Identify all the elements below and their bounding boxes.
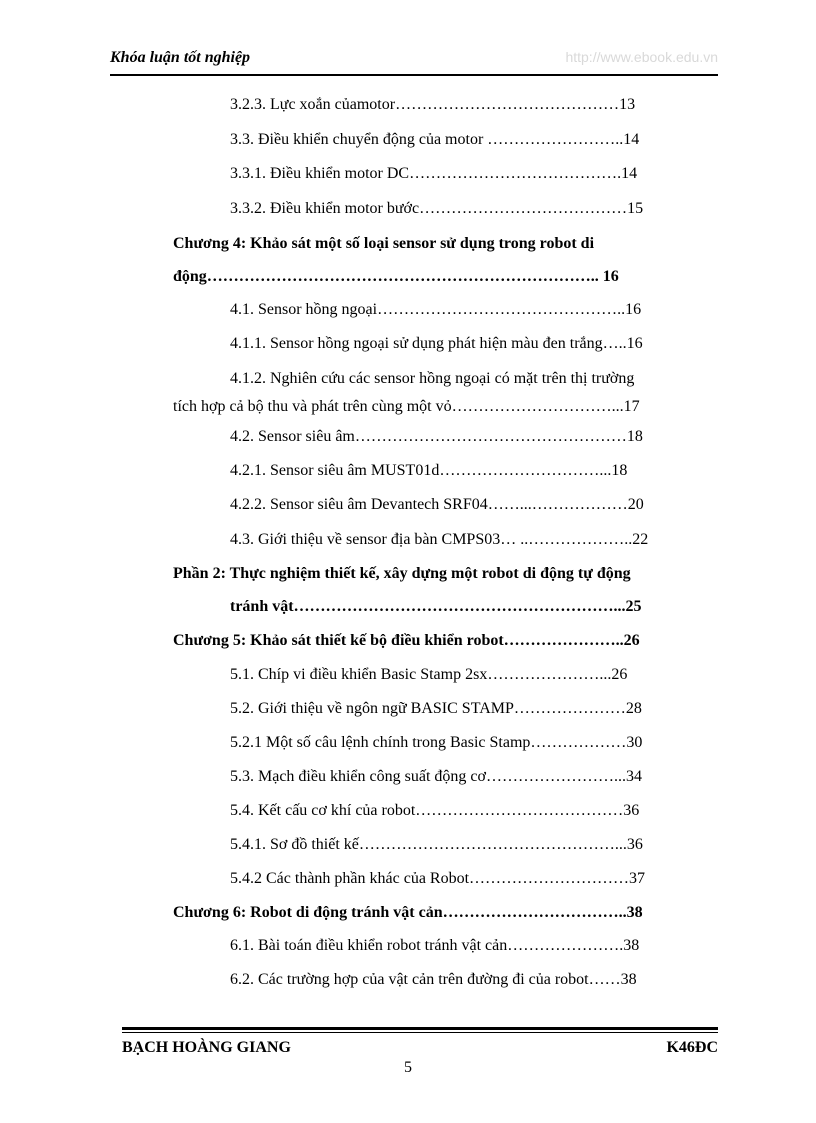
toc-entry-4-1-1: 4.1.1. Sensor hồng ngoại sử dụng phát hiện màu đen trắng…..16 <box>230 335 643 352</box>
toc-entry-4-2: 4.2. Sensor siêu âm……………………………………………18 <box>230 428 643 445</box>
toc-entry-4-1-2-cont: tích hợp cả bộ thu và phát trên cùng một vỏ…………………………...17 <box>173 398 640 415</box>
toc-entry-3-2-3: 3.2.3. Lực xoắn củamotor……………………………………13 <box>230 96 636 113</box>
toc-entry-part-2: Phần 2: Thực nghiệm thiết kế, xây dựng một robot di động tự động <box>173 565 631 582</box>
toc-entry-5-4: 5.4. Kết cấu cơ khí của robot…………………………………36 <box>230 802 640 819</box>
footer-rule-thick <box>122 1027 718 1030</box>
toc-entry-chapter-5: Chương 5: Khảo sát thiết kế bộ điều khiển robot…………………..26 <box>173 632 640 649</box>
toc-entry-5-2-1: 5.2.1 Một số câu lệnh chính trong Basic Stamp………………30 <box>230 734 643 751</box>
toc-entry-chapter-4: Chương 4: Khảo sát một số loại sensor sử dụng trong robot di <box>173 235 595 252</box>
footer-author: BẠCH HOÀNG GIANG <box>122 1039 291 1056</box>
toc-entry-3-3: 3.3. Điều khiển chuyển động của motor ……………………..14 <box>230 131 640 148</box>
toc-entry-4-1: 4.1. Sensor hồng ngoại………………………………………..16 <box>230 301 642 318</box>
header-title: Khóa luận tốt nghiệp <box>110 49 251 66</box>
toc-entry-5-2: 5.2. Giới thiệu về ngôn ngữ BASIC STAMP…………………28 <box>230 700 642 717</box>
toc-entry-3-3-1: 3.3.1. Điều khiển motor DC………………………………….14 <box>230 165 638 182</box>
toc-entry-4-1-2: 4.1.2. Nghiên cứu các sensor hồng ngoại có mặt trên thị trường <box>230 370 635 387</box>
toc-entry-4-2-2: 4.2.2. Sensor siêu âm Devantech SRF04……...………………20 <box>230 496 644 513</box>
toc-entry-3-3-2: 3.3.2. Điều khiển motor bước…………………………………15 <box>230 200 644 217</box>
footer-rule-thin <box>122 1032 718 1033</box>
toc-entry-chapter-6: Chương 6: Robot di động tránh vật cản……………………………..38 <box>173 904 643 921</box>
toc-entry-4-2-1: 4.2.1. Sensor siêu âm MUST01d…………………………...18 <box>230 462 628 479</box>
toc-entry-4-3: 4.3. Giới thiệu về sensor địa bàn CMPS03… ..………………..22 <box>230 531 649 548</box>
toc-entry-5-3: 5.3. Mạch điều khiển công suất động cơ……………………...34 <box>230 768 642 785</box>
toc-entry-chapter-4-cont: động……………………………………………………………….. 16 <box>173 268 619 285</box>
toc-entry-part-2-cont: tránh vật……………………………………………………...25 <box>230 598 642 615</box>
footer-class-code: K46ĐC <box>666 1039 718 1056</box>
page-number: 5 <box>404 1059 412 1076</box>
toc-entry-5-4-1: 5.4.1. Sơ đồ thiết kế…………………………………………...36 <box>230 836 643 853</box>
toc-entry-5-4-2: 5.4.2 Các thành phần khác của Robot…………………………37 <box>230 870 646 887</box>
toc-entry-6-1: 6.1. Bài toán điều khiển robot tránh vật cản………………….38 <box>230 937 640 954</box>
toc-entry-6-2: 6.2. Các trường hợp của vật cản trên đường đi của robot……38 <box>230 971 637 988</box>
toc-entry-5-1: 5.1. Chíp vi điều khiển Basic Stamp 2sx…………………...26 <box>230 666 628 683</box>
header-watermark-url: http://www.ebook.edu.vn <box>565 49 718 65</box>
